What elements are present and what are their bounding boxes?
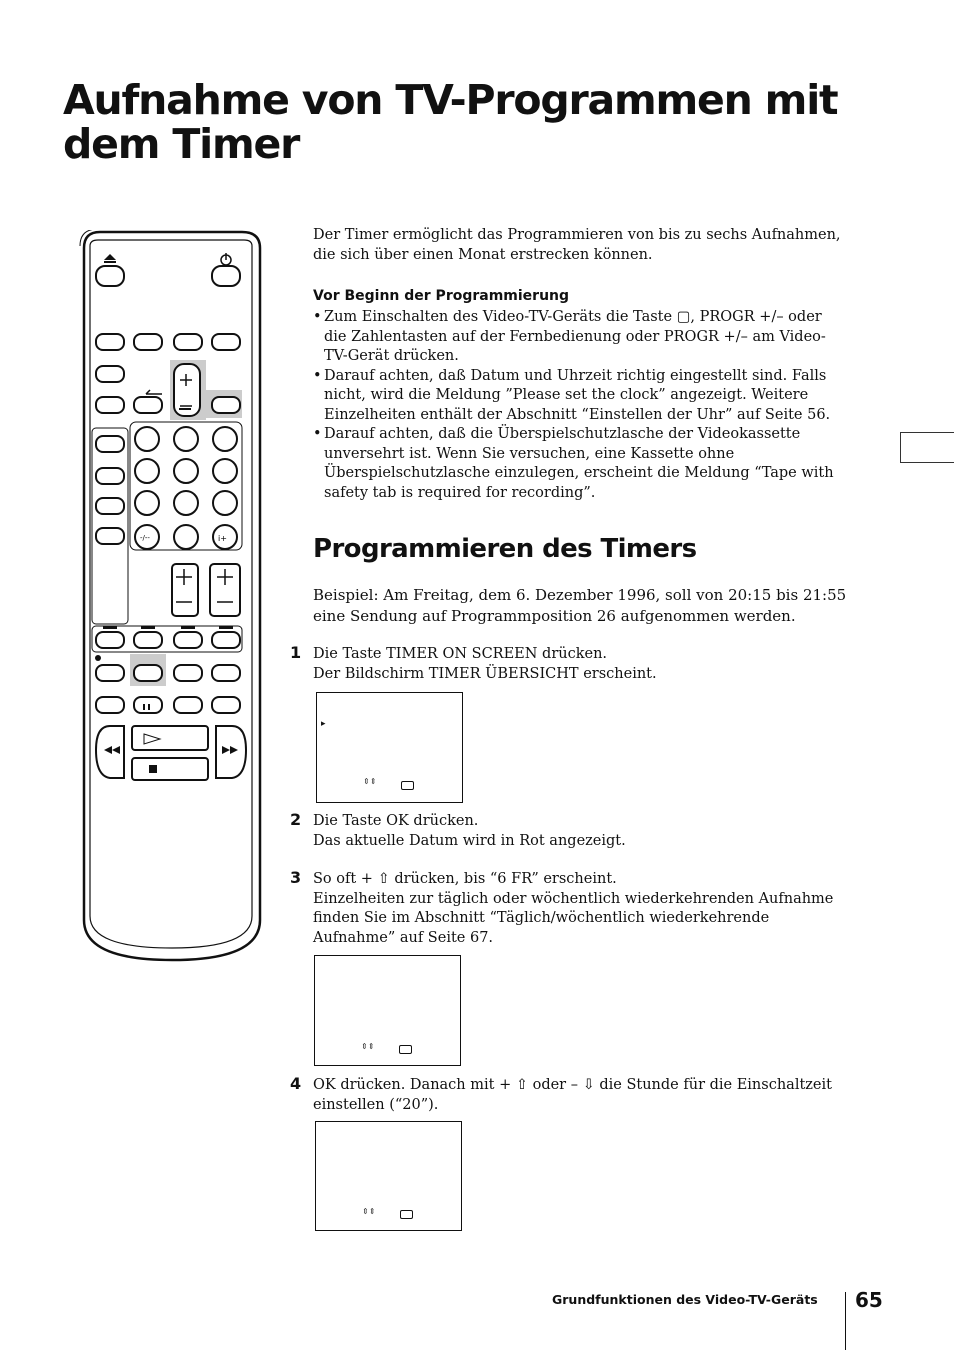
page-title: Aufnahme von TV-Programmen mit dem Timer (63, 76, 838, 168)
section-tab-marker (900, 432, 954, 463)
up-down-arrows-icon: ⇕⇕ (361, 1042, 375, 1051)
footer-divider (845, 1292, 846, 1350)
tv-screen-date-select (314, 955, 461, 1066)
before-programming-heading: Vor Beginn der Programmierung (313, 288, 570, 304)
up-down-arrows-icon: ⇕⇕ (363, 777, 377, 786)
screen-cursor-icon: ▸ (321, 719, 326, 729)
list-item: • Darauf achten, daß Datum und Uhrzeit richtig eingestellt sind. Falls nicht, wird die Meldung ”Please set the clock” angezeigt. Weitere Einzelheiten enthält der Abschnitt “Einstellen der Uhr” auf Seite 56. (313, 367, 831, 423)
remote-control-illustration (76, 230, 266, 962)
step-number: 3 (290, 868, 302, 887)
step-number: 1 (290, 643, 302, 662)
ok-key-icon (401, 781, 414, 790)
dash-key-label: -/-- (140, 534, 150, 542)
step-number: 4 (290, 1074, 302, 1093)
footer-section-label: Grundfunktionen des Video-TV-Geräts (552, 1292, 818, 1307)
list-item: • Darauf achten, daß die Überspielschutzlasche der Videokassette unversehrt ist. Wenn Sie versuchen, eine Kassette ohne Überspielschutzlasche einzulegen, erscheint die Meldung “Tape with safety tab is required for recording”. (313, 426, 834, 501)
tv-screen-timer-overview (316, 692, 463, 803)
step-text: OK drücken. Danach mit + ⇧ oder – ⇩ die Stunde für die Einschaltzeit einstellen (“20”). (313, 1077, 832, 1113)
example-paragraph: Beispiel: Am Freitag, dem 6. Dezember 1996, soll von 20:15 bis 21:55 eine Sendung auf Programmposition 26 aufgenommen werden. (313, 586, 847, 625)
step-text: Die Taste OK drücken. Das aktuelle Datum wird in Rot angezeigt. (313, 813, 626, 849)
step-number: 2 (290, 810, 302, 829)
section-heading: Programmieren des Timers (313, 534, 697, 564)
step-text: So oft + ⇧ drücken, bis “6 FR” erscheint. Einzelheiten zur täglich oder wöchentlich wiederkehrenden Aufnahme finden Sie im Abschnitt “Täglich/wöchentlich wiederkehrende Aufnahme” auf Seite 67. (313, 871, 834, 946)
intro-paragraph: Der Timer ermöglicht das Programmieren von bis zu sechs Aufnahmen, die sich über einen Monat erstrecken können. (313, 227, 841, 263)
ok-key-icon (400, 1210, 413, 1219)
list-item: • Zum Einschalten des Video-TV-Geräts die Taste ▢, PROGR +/– oder die Zahlentasten auf der Fernbedienung oder PROGR +/– am Video-TV-Gerät drücken. (313, 309, 826, 364)
step-text: Die Taste TIMER ON SCREEN drücken. Der Bildschirm TIMER ÜBERSICHT erscheint. (313, 646, 657, 682)
page-number: 65 (855, 1288, 883, 1312)
preparation-list (313, 308, 848, 503)
up-down-arrows-icon: ⇕⇕ (362, 1207, 376, 1216)
ok-key-icon (399, 1045, 412, 1054)
tv-screen-hour-select (315, 1121, 462, 1231)
info-key-label: i+ (218, 534, 227, 543)
